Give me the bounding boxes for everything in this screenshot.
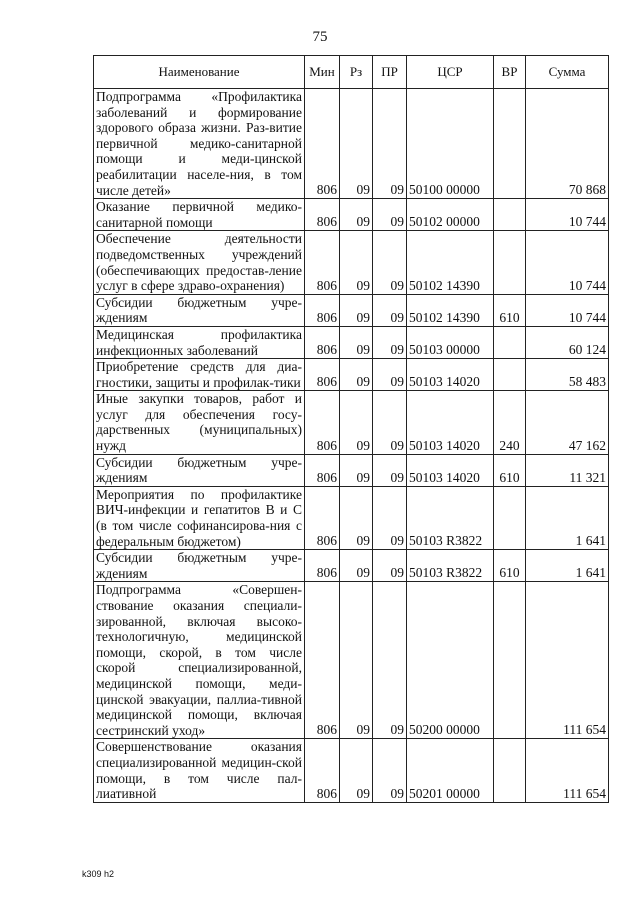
cell-pr: 09 bbox=[373, 454, 407, 486]
table-row bbox=[94, 326, 609, 358]
table-row bbox=[94, 454, 609, 486]
cell-name: Мероприятия по профилактике ВИЧ-инфекции и гепатитов В и С (в том числе софинансирова-ния с федеральным бюджетом) bbox=[94, 486, 305, 549]
cell-rz: 09 bbox=[340, 89, 373, 199]
cell-csr: 50103 R3822 bbox=[407, 550, 494, 582]
cell-min: 806 bbox=[305, 550, 340, 582]
cell-vr bbox=[494, 326, 526, 358]
cell-vr: 240 bbox=[494, 391, 526, 454]
page-number: 75 bbox=[312, 29, 328, 45]
cell-csr: 50102 14390 bbox=[407, 231, 494, 294]
table-row bbox=[94, 739, 609, 802]
cell-rz: 09 bbox=[340, 739, 373, 802]
table-row bbox=[94, 486, 609, 549]
cell-sum: 111 654 bbox=[526, 739, 609, 802]
cell-pr: 09 bbox=[373, 582, 407, 739]
cell-pr: 09 bbox=[373, 486, 407, 549]
cell-csr: 50102 00000 bbox=[407, 199, 494, 231]
cell-csr: 50103 00000 bbox=[407, 326, 494, 358]
cell-pr: 09 bbox=[373, 739, 407, 802]
cell-min: 806 bbox=[305, 199, 340, 231]
cell-min: 806 bbox=[305, 294, 340, 326]
cell-vr bbox=[494, 359, 526, 391]
cell-pr: 09 bbox=[373, 199, 407, 231]
cell-pr: 09 bbox=[373, 89, 407, 199]
cell-rz: 09 bbox=[340, 582, 373, 739]
cell-vr bbox=[494, 231, 526, 294]
cell-rz: 09 bbox=[340, 486, 373, 549]
cell-sum: 10 744 bbox=[526, 199, 609, 231]
cell-csr: 50201 00000 bbox=[407, 739, 494, 802]
header-sum: Сумма bbox=[526, 56, 609, 89]
cell-sum: 1 641 bbox=[526, 550, 609, 582]
table-row bbox=[94, 89, 609, 199]
budget-table bbox=[93, 55, 609, 803]
cell-sum: 111 654 bbox=[526, 582, 609, 739]
cell-rz: 09 bbox=[340, 359, 373, 391]
cell-rz: 09 bbox=[340, 231, 373, 294]
table-row bbox=[94, 391, 609, 454]
cell-vr bbox=[494, 89, 526, 199]
cell-rz: 09 bbox=[340, 199, 373, 231]
cell-rz: 09 bbox=[340, 326, 373, 358]
cell-csr: 50200 00000 bbox=[407, 582, 494, 739]
cell-sum: 10 744 bbox=[526, 294, 609, 326]
cell-pr: 09 bbox=[373, 294, 407, 326]
cell-vr bbox=[494, 739, 526, 802]
cell-rz: 09 bbox=[340, 391, 373, 454]
cell-sum: 1 641 bbox=[526, 486, 609, 549]
header-min: Мин bbox=[305, 56, 340, 89]
table-row bbox=[94, 359, 609, 391]
cell-name: Совершенствование оказания специализированной медицин-ской помощи, в том числе пал-лиативной bbox=[94, 739, 305, 802]
cell-name: Приобретение средств для диа-гностики, защиты и профилак-тики bbox=[94, 359, 305, 391]
cell-min: 806 bbox=[305, 739, 340, 802]
cell-vr bbox=[494, 199, 526, 231]
cell-pr: 09 bbox=[373, 391, 407, 454]
cell-pr: 09 bbox=[373, 231, 407, 294]
cell-sum: 58 483 bbox=[526, 359, 609, 391]
table-row bbox=[94, 199, 609, 231]
cell-min: 806 bbox=[305, 326, 340, 358]
cell-name: Иные закупки товаров, работ и услуг для обеспечения госу-дарственных (муниципальных) нужд bbox=[94, 391, 305, 454]
cell-sum: 10 744 bbox=[526, 231, 609, 294]
cell-name: Субсидии бюджетным учре-ждениям bbox=[94, 294, 305, 326]
cell-csr: 50102 14390 bbox=[407, 294, 494, 326]
cell-name: Медицинская профилактика инфекционных заболеваний bbox=[94, 326, 305, 358]
table-row bbox=[94, 582, 609, 739]
cell-name: Оказание первичной медико-санитарной помощи bbox=[94, 199, 305, 231]
header-row bbox=[94, 56, 609, 89]
cell-rz: 09 bbox=[340, 550, 373, 582]
cell-csr: 50103 14020 bbox=[407, 454, 494, 486]
cell-vr: 610 bbox=[494, 550, 526, 582]
table-row bbox=[94, 294, 609, 326]
cell-csr: 50103 14020 bbox=[407, 391, 494, 454]
table-row bbox=[94, 231, 609, 294]
cell-sum: 60 124 bbox=[526, 326, 609, 358]
cell-min: 806 bbox=[305, 486, 340, 549]
cell-name: Подпрограмма «Профилактика заболеваний и формирование здорового образа жизни. Раз-витие первичной медико-санитарной помощи и меди-цинской реабилитации населе-ния, в том числе детей» bbox=[94, 89, 305, 199]
cell-name: Обеспечение деятельности подведомственных учреждений (обеспечивающих предостав-ление услуг в сфере здраво-охранения) bbox=[94, 231, 305, 294]
cell-vr bbox=[494, 486, 526, 549]
cell-min: 806 bbox=[305, 359, 340, 391]
cell-pr: 09 bbox=[373, 326, 407, 358]
cell-sum: 11 321 bbox=[526, 454, 609, 486]
cell-csr: 50100 00000 bbox=[407, 89, 494, 199]
cell-sum: 70 868 bbox=[526, 89, 609, 199]
cell-csr: 50103 14020 bbox=[407, 359, 494, 391]
cell-vr: 610 bbox=[494, 454, 526, 486]
cell-csr: 50103 R3822 bbox=[407, 486, 494, 549]
cell-min: 806 bbox=[305, 231, 340, 294]
cell-sum: 47 162 bbox=[526, 391, 609, 454]
cell-name: Подпрограмма «Совершен-ствование оказания специали-зированной, включая высоко-технологичную, медицинской помощи, скорой, в том числе скорой специализированной, медицинской помощи, меди-цинской эвакуации, паллиа-тивной медицинской помощи, включая сестринский уход» bbox=[94, 582, 305, 739]
cell-name: Субсидии бюджетным учре-ждениям bbox=[94, 454, 305, 486]
header-vr: ВР bbox=[494, 56, 526, 89]
header-pr: ПР bbox=[373, 56, 407, 89]
cell-rz: 09 bbox=[340, 294, 373, 326]
cell-vr bbox=[494, 582, 526, 739]
cell-min: 806 bbox=[305, 89, 340, 199]
cell-min: 806 bbox=[305, 454, 340, 486]
header-name: Наименование bbox=[94, 56, 305, 89]
cell-rz: 09 bbox=[340, 454, 373, 486]
cell-min: 806 bbox=[305, 582, 340, 739]
header-csr: ЦСР bbox=[407, 56, 494, 89]
header-rz: Рз bbox=[340, 56, 373, 89]
table-row bbox=[94, 550, 609, 582]
footer-code: k309 h2 bbox=[82, 869, 115, 879]
cell-pr: 09 bbox=[373, 550, 407, 582]
cell-vr: 610 bbox=[494, 294, 526, 326]
cell-name: Субсидии бюджетным учре-ждениям bbox=[94, 550, 305, 582]
cell-min: 806 bbox=[305, 391, 340, 454]
cell-pr: 09 bbox=[373, 359, 407, 391]
